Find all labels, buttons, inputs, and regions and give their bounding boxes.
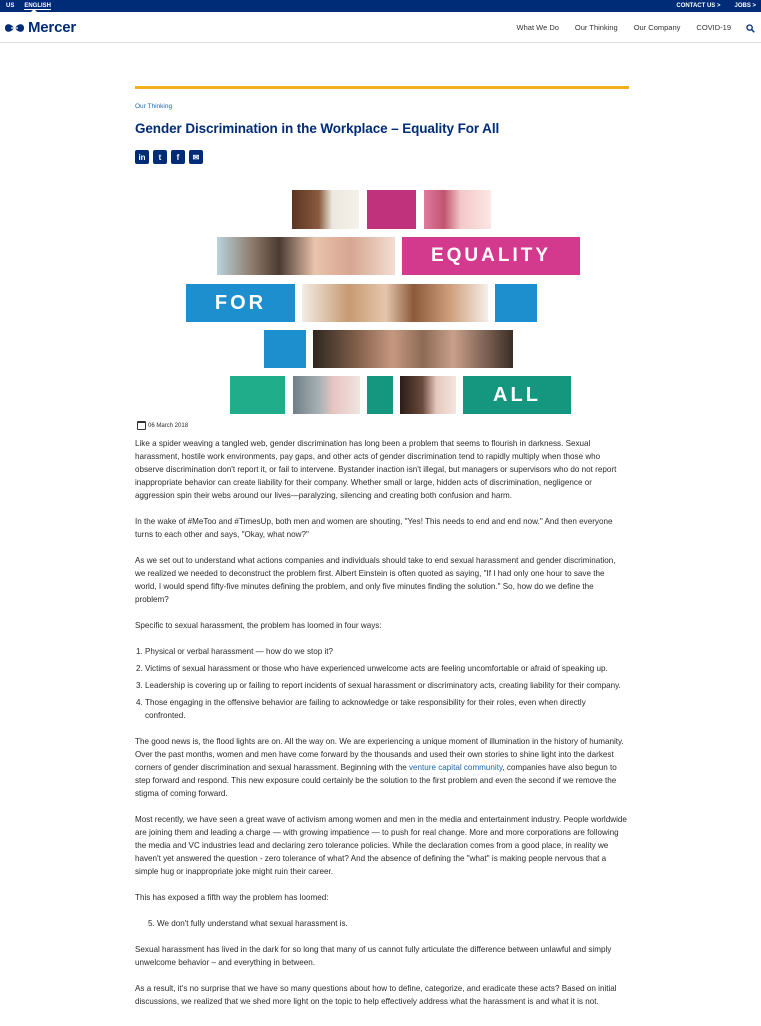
paragraph-4: Specific to sexual harassment, the problem has loomed in four ways: xyxy=(135,621,382,630)
paragraph-6: Most recently, we have seen a great wave of activism among women and men in the media and entertainment industry. People worldwide are joining them and leading a charge — with growing impatience — to push for real change. More and more corporations are following the media and VC industries lead and declaring zero tolerance policies. While the declaration comes from a good place, in reality we haven't yet answered the question - zero tolerance of what? And the absence of defining the "what" is making people nervous that a simple hug or inappropriate joke might ruin their career. xyxy=(135,815,627,876)
utility-bar xyxy=(0,0,761,12)
linkedin-icon[interactable]: in xyxy=(135,150,149,164)
language-selector[interactable]: ENGLISH xyxy=(24,3,52,9)
paragraph-5-start: The good news is, the flood lights are on. All the way on. We are experiencing a unique moment of illumination in the history of humanity. Over the past months, women and men have come forward by the thousands and used their own stories to shine light into the darkest corners of gender discrimination and sexual harassment. Beginning with the xyxy=(135,737,624,772)
jobs-link[interactable]: JOBS > xyxy=(734,3,756,9)
color-tile-magenta xyxy=(367,190,416,229)
list-item: 2. Victims of sexual harassment or those who have experienced unwelcome acts are feeling uncomfortable or afraid of speaking up. xyxy=(145,662,627,675)
list-item-5: 5. We don't fully understand what sexual harassment is. xyxy=(148,919,348,928)
paragraph-2: In the wake of #MeToo and #TimesUp, both men and women are shouting, "Yes! This needs to end and end now." And then everyone turns to each other and says, "Okay, what now?" xyxy=(135,517,613,539)
facebook-icon[interactable]: f xyxy=(171,150,185,164)
photo-tile-face-3 xyxy=(302,284,488,322)
country-selector[interactable]: US xyxy=(6,3,15,9)
equality-tile: EQUALITY xyxy=(402,237,580,275)
paragraph-5-end: , companies have also begun to step forward and respond. This new exposure could certainly be the solution to the first problem and even the second if we remove the stigma of coming forward. xyxy=(135,763,617,798)
photo-tile-face-2 xyxy=(424,190,491,229)
color-tile-teal-2 xyxy=(367,376,393,414)
page-title: Gender Discrimination in the Workplace – Equality For All xyxy=(135,121,500,136)
problem-list xyxy=(135,645,627,722)
for-tile: FOR xyxy=(186,284,295,322)
photo-tile-face-5 xyxy=(400,376,456,414)
list-item: 1. Physical or verbal harassment — how do we stop it? xyxy=(145,645,627,658)
photo-tile-face-1 xyxy=(292,190,359,229)
paragraph-7: This has exposed a fifth way the problem has loomed: xyxy=(135,893,329,902)
logo-text: Mercer xyxy=(28,19,76,36)
contact-us-link[interactable]: CONTACT US > xyxy=(676,3,721,9)
paragraph-9: As a result, it's no surprise that we have so many questions about how to define, categorize, and eradicate these acts? Based on initial discussions, we realized that we shed more light on the topic to help effectively address what the harassment is and what it is not. xyxy=(135,984,617,1006)
mercer-logo[interactable] xyxy=(4,19,76,36)
nav-our-company[interactable]: Our Company xyxy=(633,23,681,32)
color-tile-teal-1 xyxy=(230,376,285,414)
paragraph-5 xyxy=(135,735,627,800)
accent-rule xyxy=(135,86,629,89)
paragraph-1: Like a spider weaving a tangled web, gender discrimination has long been a problem that seems to flourish in darkness. Sexual harassment, hostile work environments, pay gaps, and other acts of gender discrimination tend to rapidly multiply when those who observe discrimination don't report it, or fail to intervene. Bystander inaction isn't illegal, but managers or supervisors who do not report inappropriate behavior can create liability for their company. Whether small or large, hidden acts of discrimination, negligence or aggression spin their webs around our lives—paralyzing, silencing and creating both confusion and harm. xyxy=(135,439,617,500)
email-icon[interactable]: ✉ xyxy=(189,150,203,164)
article-body xyxy=(135,437,627,1021)
venture-capital-link[interactable]: venture capital community xyxy=(409,763,503,772)
photo-tile-eyes xyxy=(313,330,513,368)
paragraph-3: As we set out to understand what actions companies and individuals should take to end sexual harassment and gender discrimination, we realized we needed to deconstruct the problem first. Albert Einstein is often quoted as saying, "If I had only one hour to save the world, I would spend fifty-five minutes defining the problem, and only five minutes finding the solution." So, how do we define the problem? xyxy=(135,556,616,604)
nav-covid-19[interactable]: COVID-19 xyxy=(696,23,731,32)
publish-date xyxy=(137,421,188,430)
mercer-logo-icon xyxy=(4,22,25,34)
hero-collage xyxy=(186,190,580,414)
main-header xyxy=(0,12,761,43)
nav-our-thinking[interactable]: Our Thinking xyxy=(574,23,618,32)
search-icon[interactable] xyxy=(746,24,755,33)
paragraph-8: Sexual harassment has lived in the dark for so long that many of us cannot fully articulate the difference between unlawful and simply unwelcome behavior – and everything in between. xyxy=(135,945,612,967)
color-tile-blue-2 xyxy=(264,330,306,368)
photo-tile-lips xyxy=(217,237,395,275)
twitter-icon[interactable]: t xyxy=(153,150,167,164)
all-tile: ALL xyxy=(463,376,571,414)
photo-tile-face-4 xyxy=(293,376,360,414)
share-bar xyxy=(135,150,203,164)
date-text: 06 March 2018 xyxy=(148,422,189,429)
calendar-icon xyxy=(137,421,146,430)
color-tile-blue-1 xyxy=(495,284,537,322)
nav-what-we-do[interactable]: What We Do xyxy=(516,23,559,32)
primary-nav xyxy=(517,23,731,32)
breadcrumb-our-thinking[interactable]: Our Thinking xyxy=(135,103,173,110)
list-item: 4. Those engaging in the offensive behavior are failing to acknowledge or take responsibility for their roles, even when directly confronted. xyxy=(145,696,627,722)
list-item: 3. Leadership is covering up or failing to report incidents of sexual harassment or discriminatory acts, creating liability for their company. xyxy=(145,679,627,692)
